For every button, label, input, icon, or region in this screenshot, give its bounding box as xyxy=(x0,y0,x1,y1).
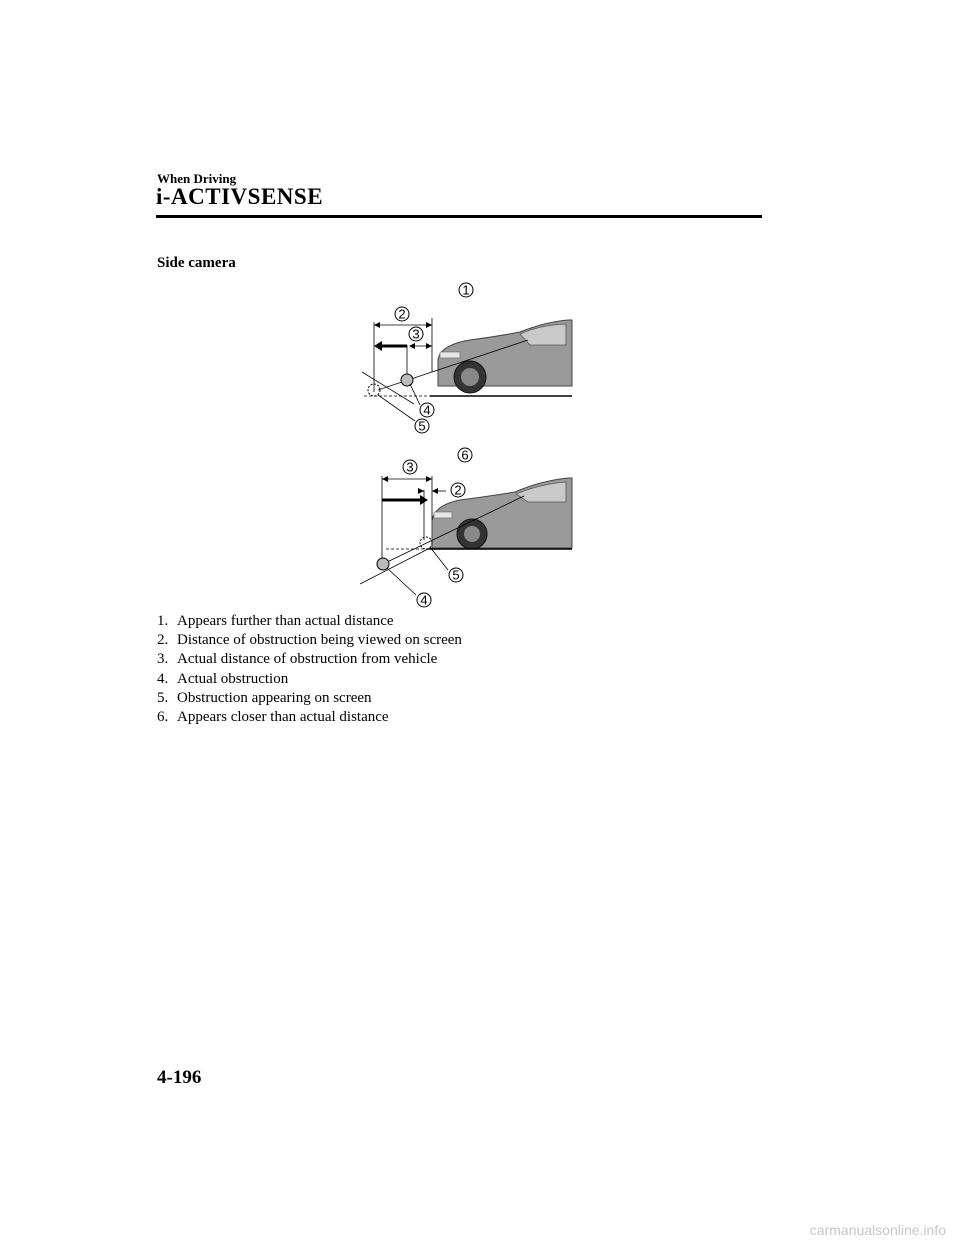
header-rule xyxy=(156,215,762,218)
legend-item-5: 5. Obstruction appearing on screen xyxy=(157,689,372,706)
chapter-title: i-ACTIVSENSE xyxy=(156,184,324,209)
legend-item-6: 6. Appears closer than actual distance xyxy=(157,709,389,726)
callout-2-bottom xyxy=(451,483,465,498)
callout-4-bottom xyxy=(417,593,431,608)
callout-1-top xyxy=(459,283,473,298)
svg-text:5: 5 xyxy=(418,418,426,434)
page-number: 4-196 xyxy=(157,1067,202,1088)
callout-5-top xyxy=(415,419,429,434)
callout-3-top xyxy=(409,327,423,342)
legend-list xyxy=(157,612,462,727)
svg-text:4: 4 xyxy=(420,592,428,608)
callout-5-bottom xyxy=(449,568,463,583)
top-diagram xyxy=(362,283,572,434)
svg-text:6: 6 xyxy=(461,447,469,463)
callout-3-bottom xyxy=(403,460,417,475)
bottom-diagram xyxy=(360,448,572,608)
section-label: When Driving xyxy=(157,171,237,186)
watermark: carmanualsonline.info xyxy=(809,1222,946,1238)
legend-item-4: 4. Actual obstruction xyxy=(157,670,289,687)
actual-obstruction-top xyxy=(401,374,413,386)
svg-text:2: 2 xyxy=(454,482,462,498)
callout-2-top xyxy=(395,307,409,322)
svg-text:3: 3 xyxy=(412,326,420,342)
legend-item-2: 2. Distance of obstruction being viewed on screen xyxy=(157,632,462,649)
svg-text:2: 2 xyxy=(398,306,406,322)
callout-6-bottom xyxy=(458,448,472,463)
svg-text:3: 3 xyxy=(406,459,414,475)
legend-item-3: 3. Actual distance of obstruction from vehicle xyxy=(157,651,438,668)
svg-text:1: 1 xyxy=(462,282,470,298)
subheading: Side camera xyxy=(157,255,236,271)
legend-item-1: 1. Appears further than actual distance xyxy=(157,613,394,629)
svg-text:4: 4 xyxy=(423,402,431,418)
svg-text:5: 5 xyxy=(452,567,460,583)
side-camera-figure xyxy=(345,278,590,613)
callout-4-top xyxy=(420,403,434,418)
